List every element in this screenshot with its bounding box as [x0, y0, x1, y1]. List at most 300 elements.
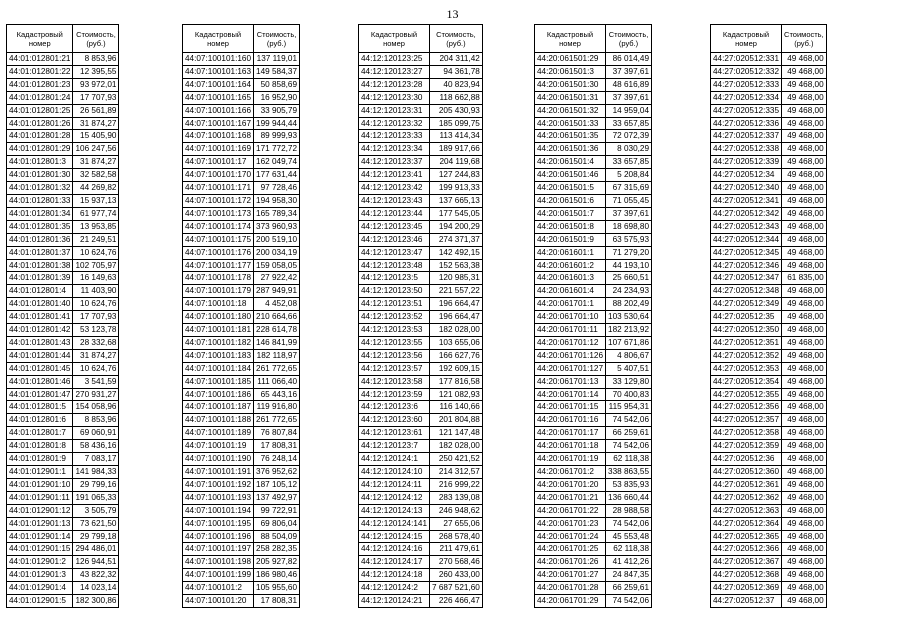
table-row [359, 272, 483, 285]
cadastral-number-cell: 44:07:100101:178 [183, 272, 254, 285]
cost-cell: 283 139,08 [430, 491, 483, 504]
cadastral-number-cell: 44:12:120123:44 [359, 207, 430, 220]
cost-cell: 37 397,61 [606, 91, 652, 104]
table-row [7, 414, 119, 427]
cost-cell: 165 789,34 [254, 207, 300, 220]
cost-cell: 58 436,16 [73, 440, 119, 453]
table-row [535, 414, 652, 427]
table-row [7, 504, 119, 517]
table-row [7, 453, 119, 466]
cost-cell: 76 807,84 [254, 427, 300, 440]
cadastral-number-cell: 44:07:100101:171 [183, 182, 254, 195]
table-row [183, 91, 300, 104]
cadastral-number-cell: 44:20:061701:26 [535, 556, 606, 569]
cadastral-number-cell: 44:07:100101:198 [183, 556, 254, 569]
cadastral-number-cell: 44:12:120123:51 [359, 298, 430, 311]
table-row [711, 427, 827, 440]
cost-cell: 49 468,00 [782, 595, 827, 608]
cost-cell: 373 960,93 [254, 220, 300, 233]
cost-cell: 216 999,22 [430, 478, 483, 491]
cadastral-number-cell: 44:07:100101:183 [183, 349, 254, 362]
table-row [359, 375, 483, 388]
cost-cell: 72 072,39 [606, 130, 652, 143]
table-row [535, 246, 652, 259]
table-row [535, 478, 652, 491]
cost-cell: 49 468,00 [782, 233, 827, 246]
table-header-row [7, 25, 119, 53]
table-row [711, 543, 827, 556]
cost-cell: 270 568,46 [430, 556, 483, 569]
cost-cell: 103 655,06 [430, 336, 483, 349]
cost-cell: 8 853,96 [73, 53, 119, 66]
cost-cell: 33 657,85 [606, 156, 652, 169]
table-row [7, 466, 119, 479]
table-row [359, 220, 483, 233]
table-row [535, 401, 652, 414]
table-row [359, 543, 483, 556]
table-row [7, 117, 119, 130]
cadastral-number-cell: 44:01:012901:10 [7, 478, 73, 491]
table-row [7, 375, 119, 388]
table-row [711, 272, 827, 285]
cost-cell: 5 407,51 [606, 362, 652, 375]
table-row [183, 491, 300, 504]
cost-cell: 200 519,10 [254, 233, 300, 246]
cost-cell: 187 105,12 [254, 478, 300, 491]
cost-cell: 204 119,68 [430, 156, 483, 169]
cost-cell: 49 468,00 [782, 53, 827, 66]
table-row [711, 491, 827, 504]
cadastral-number-cell: 44:07:100101:165 [183, 91, 254, 104]
table-row [359, 453, 483, 466]
cadastral-number-cell: 44:27:020512:341 [711, 194, 782, 207]
cost-cell: 186 980,46 [254, 569, 300, 582]
table-row [183, 104, 300, 117]
cost-cell: 14 023,14 [73, 582, 119, 595]
table-row [359, 362, 483, 375]
table-row [535, 466, 652, 479]
cost-cell: 4 806,67 [606, 349, 652, 362]
cadastral-number-cell: 44:20:061501:36 [535, 143, 606, 156]
table-row [711, 285, 827, 298]
cadastral-number-cell: 44:12:120123:47 [359, 246, 430, 259]
table-row [359, 388, 483, 401]
cadastral-number-cell: 44:01:012801:4 [7, 285, 73, 298]
cost-cell: 45 553,48 [606, 530, 652, 543]
table-row [7, 207, 119, 220]
table-row [183, 220, 300, 233]
cadastral-number-cell: 44:01:012801:32 [7, 182, 73, 195]
cadastral-number-cell: 44:20:061501:32 [535, 104, 606, 117]
cadastral-number-cell: 44:01:012901:13 [7, 517, 73, 530]
cadastral-number-cell: 44:27:020512:35 [711, 311, 782, 324]
cadastral-number-cell: 44:01:012801:29 [7, 143, 73, 156]
cadastral-number-cell: 44:20:061501:4 [535, 156, 606, 169]
cost-cell: 5 208,84 [606, 169, 652, 182]
table-row [183, 182, 300, 195]
cost-cell: 61 835,00 [782, 272, 827, 285]
table-row [359, 582, 483, 595]
cadastral-number-cell: 44:01:012901:5 [7, 595, 73, 608]
table-row [7, 233, 119, 246]
table-row [359, 401, 483, 414]
table-row [535, 272, 652, 285]
cadastral-number-cell: 44:01:012801:46 [7, 375, 73, 388]
cadastral-number-cell: 44:01:012801:41 [7, 311, 73, 324]
table-row [7, 169, 119, 182]
table-row [183, 233, 300, 246]
table-row [7, 336, 119, 349]
cost-cell: 121 147,48 [430, 427, 483, 440]
cost-cell: 49 468,00 [782, 78, 827, 91]
cadastral-number-cell: 44:01:012801:25 [7, 104, 73, 117]
cost-cell: 29 799,18 [73, 530, 119, 543]
cadastral-number-cell: 44:01:012801:8 [7, 440, 73, 453]
table-row [359, 440, 483, 453]
cost-cell: 28 988,58 [606, 504, 652, 517]
table-row [711, 440, 827, 453]
cost-cell: 71 055,45 [606, 194, 652, 207]
table-row [535, 453, 652, 466]
table-row [7, 569, 119, 582]
cadastral-number-cell: 44:07:100101:19 [183, 440, 254, 453]
cost-cell: 221 557,22 [430, 285, 483, 298]
cost-cell: 49 468,00 [782, 156, 827, 169]
table-row [359, 517, 483, 530]
cost-cell: 37 397,61 [606, 207, 652, 220]
cadastral-number-cell: 44:07:100101:185 [183, 375, 254, 388]
cost-cell: 103 530,64 [606, 311, 652, 324]
table-row [711, 182, 827, 195]
cost-cell: 76 248,14 [254, 453, 300, 466]
cost-cell: 17 808,31 [254, 440, 300, 453]
cost-cell: 49 468,00 [782, 491, 827, 504]
table-row [359, 324, 483, 337]
cadastral-number-cell: 44:27:020512:354 [711, 375, 782, 388]
table-row [7, 130, 119, 143]
cadastral-number-cell: 44:07:100101:182 [183, 336, 254, 349]
cost-cell: 196 664,47 [430, 298, 483, 311]
cadastral-number-cell: 44:12:120123:37 [359, 156, 430, 169]
table-row [183, 453, 300, 466]
cadastral-number-cell: 44:12:120123:43 [359, 194, 430, 207]
cost-cell: 261 772,65 [254, 362, 300, 375]
cadastral-number-cell: 44:20:061501:46 [535, 169, 606, 182]
cost-cell: 25 660,51 [606, 272, 652, 285]
table-row [711, 478, 827, 491]
cadastral-number-cell: 44:12:120123:55 [359, 336, 430, 349]
cadastral-number-cell: 44:27:020512:359 [711, 440, 782, 453]
cadastral-number-cell: 44:27:020512:331 [711, 53, 782, 66]
cadastral-number-cell: 44:12:120124:12 [359, 491, 430, 504]
cadastral-number-cell: 44:01:012801:34 [7, 207, 73, 220]
cost-cell: 16 149,63 [73, 272, 119, 285]
cadastral-number-cell: 44:27:020512:336 [711, 117, 782, 130]
cadastral-number-cell: 44:20:061501:35 [535, 130, 606, 143]
table-row [535, 440, 652, 453]
table-row [711, 504, 827, 517]
table-row [535, 569, 652, 582]
cost-cell: 171 772,72 [254, 143, 300, 156]
table-row [183, 78, 300, 91]
cadastral-number-cell: 44:27:020512:346 [711, 259, 782, 272]
table-row [359, 117, 483, 130]
cadastral-number-cell: 44:12:120123:33 [359, 130, 430, 143]
table-row [535, 582, 652, 595]
table-row [183, 285, 300, 298]
cadastral-number-cell: 44:20:061701:24 [535, 530, 606, 543]
cost-cell: 18 698,80 [606, 220, 652, 233]
cost-cell: 260 433,00 [430, 569, 483, 582]
table-row [535, 517, 652, 530]
table-row [183, 582, 300, 595]
cadastral-number-cell: 44:07:100101:166 [183, 104, 254, 117]
cadastral-number-cell: 44:07:100101:180 [183, 311, 254, 324]
cadastral-number-cell: 44:20:061701:21 [535, 491, 606, 504]
cost-cell: 120 985,31 [430, 272, 483, 285]
table-row [183, 504, 300, 517]
table-row [711, 259, 827, 272]
table-row [711, 336, 827, 349]
table-row [535, 194, 652, 207]
cost-cell: 73 621,50 [73, 517, 119, 530]
cost-cell: 41 412,26 [606, 556, 652, 569]
cadastral-number-cell: 44:01:012901:11 [7, 491, 73, 504]
cadastral-number-cell: 44:12:120123:42 [359, 182, 430, 195]
cost-cell: 3 541,59 [73, 375, 119, 388]
cadastral-number-cell: 44:27:020512:358 [711, 427, 782, 440]
cadastral-number-cell: 44:27:020512:351 [711, 336, 782, 349]
cost-cell: 49 468,00 [782, 556, 827, 569]
cadastral-number-cell: 44:01:012801:3 [7, 156, 73, 169]
table-row [535, 53, 652, 66]
cost-cell: 199 913,33 [430, 182, 483, 195]
table-row [183, 246, 300, 259]
cost-cell: 33 905,79 [254, 104, 300, 117]
column-header-code: Кадастровый номер [7, 25, 73, 53]
cadastral-number-cell: 44:20:061701:11 [535, 324, 606, 337]
table-row [711, 130, 827, 143]
table-row [183, 375, 300, 388]
cadastral-number-cell: 44:12:120123:25 [359, 53, 430, 66]
table-row [711, 78, 827, 91]
table-row [711, 91, 827, 104]
table-row [711, 595, 827, 608]
cost-cell: 61 977,74 [73, 207, 119, 220]
cost-cell: 49 468,00 [782, 194, 827, 207]
cost-cell: 8 030,29 [606, 143, 652, 156]
cadastral-number-cell: 44:27:020512:345 [711, 246, 782, 259]
cost-cell: 194 958,30 [254, 194, 300, 207]
cost-cell: 44 269,82 [73, 182, 119, 195]
table-row [183, 117, 300, 130]
cost-cell: 49 468,00 [782, 104, 827, 117]
cost-cell: 49 468,00 [782, 440, 827, 453]
cadastral-number-cell: 44:27:020512:34 [711, 169, 782, 182]
cadastral-table-5 [710, 24, 827, 608]
cost-cell: 192 609,15 [430, 362, 483, 375]
cadastral-number-cell: 44:20:061701:17 [535, 427, 606, 440]
table-row [359, 478, 483, 491]
cadastral-table-3 [358, 24, 483, 608]
cost-cell: 74 542,06 [606, 517, 652, 530]
cadastral-number-cell: 44:20:061501:30 [535, 78, 606, 91]
cadastral-number-cell: 44:27:020512:333 [711, 78, 782, 91]
cadastral-number-cell: 44:20:061701:10 [535, 311, 606, 324]
cadastral-number-cell: 44:20:061701:14 [535, 388, 606, 401]
cost-cell: 49 468,00 [782, 259, 827, 272]
table-row [535, 388, 652, 401]
cost-cell: 149 584,37 [254, 65, 300, 78]
cadastral-number-cell: 44:27:020512:340 [711, 182, 782, 195]
cadastral-number-cell: 44:27:020512:353 [711, 362, 782, 375]
cadastral-number-cell: 44:12:120123:46 [359, 233, 430, 246]
table-row [359, 246, 483, 259]
table-row [7, 491, 119, 504]
cadastral-number-cell: 44:01:012801:5 [7, 401, 73, 414]
cadastral-number-cell: 44:12:120124:10 [359, 466, 430, 479]
cadastral-number-cell: 44:20:061501:29 [535, 53, 606, 66]
cost-cell: 97 728,46 [254, 182, 300, 195]
cost-cell: 49 468,00 [782, 569, 827, 582]
cost-cell: 214 312,57 [430, 466, 483, 479]
table-row [183, 298, 300, 311]
table-row [183, 156, 300, 169]
cadastral-number-cell: 44:27:020512:360 [711, 466, 782, 479]
cost-cell: 204 311,42 [430, 53, 483, 66]
table-row [359, 569, 483, 582]
cost-cell: 177 816,58 [430, 375, 483, 388]
cost-cell: 49 468,00 [782, 311, 827, 324]
cost-cell: 7 687 521,60 [430, 582, 483, 595]
cadastral-table-1 [6, 24, 119, 608]
cost-cell: 43 822,32 [73, 569, 119, 582]
cost-cell: 287 949,91 [254, 285, 300, 298]
cadastral-number-cell: 44:07:100101:163 [183, 65, 254, 78]
cadastral-number-cell: 44:07:100101:196 [183, 530, 254, 543]
cost-cell: 24 847,35 [606, 569, 652, 582]
cost-cell: 62 118,38 [606, 453, 652, 466]
cadastral-number-cell: 44:12:120123:61 [359, 427, 430, 440]
cost-cell: 69 806,04 [254, 517, 300, 530]
cost-cell: 49 468,00 [782, 298, 827, 311]
cost-cell: 106 247,56 [73, 143, 119, 156]
table-row [535, 233, 652, 246]
cadastral-number-cell: 44:12:120123:48 [359, 259, 430, 272]
cadastral-number-cell: 44:01:012801:7 [7, 427, 73, 440]
cadastral-number-cell: 44:01:012901:1 [7, 466, 73, 479]
cadastral-number-cell: 44:12:120123:7 [359, 440, 430, 453]
cadastral-number-cell: 44:01:012901:12 [7, 504, 73, 517]
cost-cell: 88 202,49 [606, 298, 652, 311]
table-row [7, 595, 119, 608]
table-row [7, 285, 119, 298]
cadastral-number-cell: 44:12:120123:58 [359, 375, 430, 388]
table-row [7, 143, 119, 156]
cost-cell: 49 468,00 [782, 517, 827, 530]
table-row [359, 491, 483, 504]
cost-cell: 136 660,44 [606, 491, 652, 504]
cadastral-number-cell: 44:27:020512:344 [711, 233, 782, 246]
table-row [535, 143, 652, 156]
cost-cell: 111 066,40 [254, 375, 300, 388]
cost-cell: 107 671,86 [606, 336, 652, 349]
table-row [7, 272, 119, 285]
cadastral-number-cell: 44:01:012801:6 [7, 414, 73, 427]
table-row [7, 556, 119, 569]
table-row [7, 220, 119, 233]
cadastral-number-cell: 44:27:020512:347 [711, 272, 782, 285]
cadastral-number-cell: 44:27:020512:362 [711, 491, 782, 504]
cadastral-number-cell: 44:12:120123:50 [359, 285, 430, 298]
cadastral-number-cell: 44:20:061501:9 [535, 233, 606, 246]
table-row [183, 414, 300, 427]
cadastral-number-cell: 44:07:100101:193 [183, 491, 254, 504]
table-row [7, 440, 119, 453]
cost-cell: 182 028,00 [430, 324, 483, 337]
cost-cell: 74 542,06 [606, 595, 652, 608]
table-row [535, 169, 652, 182]
cadastral-number-cell: 44:20:061701:16 [535, 414, 606, 427]
table-row [359, 143, 483, 156]
table-row [535, 65, 652, 78]
table-row [183, 207, 300, 220]
cadastral-number-cell: 44:12:120124:17 [359, 556, 430, 569]
cadastral-number-cell: 44:07:100101:187 [183, 401, 254, 414]
cost-cell: 137 492,97 [254, 491, 300, 504]
table-row [359, 298, 483, 311]
cost-cell: 182 118,97 [254, 349, 300, 362]
table-row [535, 530, 652, 543]
cadastral-number-cell: 44:12:120123:6 [359, 401, 430, 414]
cost-cell: 102 705,97 [73, 259, 119, 272]
cost-cell: 26 561,89 [73, 104, 119, 117]
cost-cell: 126 944,51 [73, 556, 119, 569]
table-row [535, 285, 652, 298]
cadastral-number-cell: 44:20:061501:8 [535, 220, 606, 233]
cost-cell: 182 028,00 [430, 440, 483, 453]
cost-cell: 121 082,93 [430, 388, 483, 401]
table-row [535, 117, 652, 130]
cost-cell: 185 099,75 [430, 117, 483, 130]
table-header-row [535, 25, 652, 53]
cost-cell: 115 954,31 [606, 401, 652, 414]
cadastral-number-cell: 44:01:012801:28 [7, 130, 73, 143]
cadastral-number-cell: 44:07:100101:199 [183, 569, 254, 582]
cost-cell: 205 430,93 [430, 104, 483, 117]
cadastral-number-cell: 44:20:061701:12 [535, 336, 606, 349]
cost-cell: 210 664,66 [254, 311, 300, 324]
cost-cell: 49 468,00 [782, 427, 827, 440]
cost-cell: 49 468,00 [782, 91, 827, 104]
table-row [359, 595, 483, 608]
table-row [711, 388, 827, 401]
cost-cell: 49 468,00 [782, 285, 827, 298]
cost-cell: 15 937,13 [73, 194, 119, 207]
table-header-row [359, 25, 483, 53]
cost-cell: 199 944,44 [254, 117, 300, 130]
table-row [535, 362, 652, 375]
cadastral-number-cell: 44:01:012801:45 [7, 362, 73, 375]
cadastral-number-cell: 44:20:061501:33 [535, 117, 606, 130]
cadastral-number-cell: 44:27:020512:368 [711, 569, 782, 582]
table-row [7, 543, 119, 556]
cost-cell: 17 707,93 [73, 311, 119, 324]
cadastral-number-cell: 44:27:020512:338 [711, 143, 782, 156]
cost-cell: 49 468,00 [782, 65, 827, 78]
column-header-code: Кадастровый номер [359, 25, 430, 53]
cost-cell: 10 624,76 [73, 246, 119, 259]
